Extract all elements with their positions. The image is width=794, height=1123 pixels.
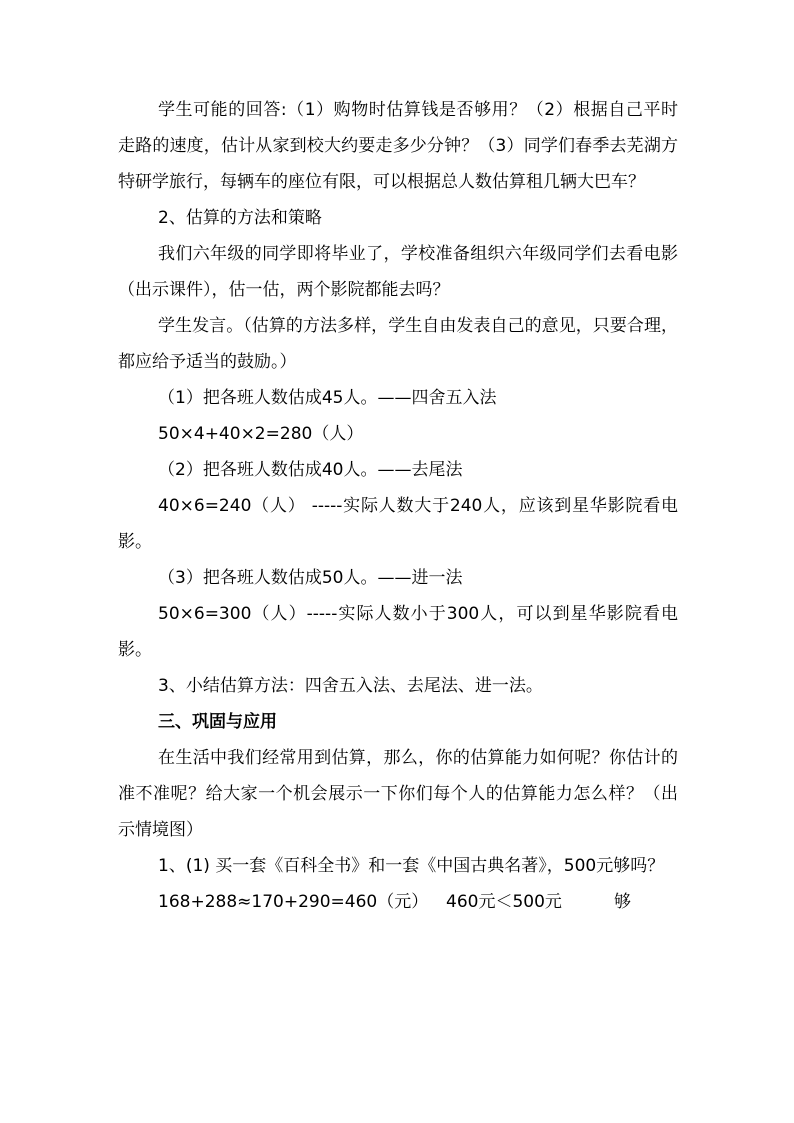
paragraph-student-discussion: 学生发言。（估算的方法多样，学生自由发表自己的意见，只要合理，都应给予适当的鼓励。） bbox=[118, 316, 678, 372]
calculation-truncation: 40×6=240（人） -----实际人数大于240人，应该到星华影院看电影。 bbox=[118, 496, 678, 552]
method-round-up: （3）把各班人数估成50人。——进一法 bbox=[158, 568, 463, 588]
summary-methods: 3、小结估算方法：四舍五入法、去尾法、进一法。 bbox=[158, 676, 543, 696]
document-body bbox=[118, 92, 678, 920]
calculation-book-purchase bbox=[118, 884, 678, 920]
paragraph-movie-scenario: 我们六年级的同学即将毕业了，学校准备组织六年级同学们去看电影（出示课件），估一估，两个影院都能去吗？ bbox=[118, 244, 678, 300]
paragraph-student-answers: 学生可能的回答:（1）购物时估算钱是否够用？（2）根据自己平时走路的速度，估计从家到校大约要走多少分钟？（3）同学们春季去芜湖方特研学旅行，每辆车的座位有限，可以根据总人数估算租几辆大巴车？ bbox=[118, 100, 678, 192]
calculation-rounding: 50×4+40×2=280（人） bbox=[158, 424, 364, 444]
question-book-purchase: 1、(1) 买一套《百科全书》和一套《中国古典名著》，500元够吗？ bbox=[158, 856, 665, 876]
paragraph-application-intro: 在生活中我们经常用到估算，那么，你的估算能力如何呢？你估计的准不准呢？给大家一个机会展示一下你们每个人的估算能力怎么样？（出示情境图） bbox=[118, 748, 678, 840]
section-heading: 三、巩固与应用 bbox=[158, 712, 277, 732]
calculation-comparison: 460元＜500元 bbox=[446, 892, 562, 912]
subheading-estimation-methods: 2、估算的方法和策略 bbox=[158, 208, 322, 228]
method-rounding: （1）把各班人数估成45人。——四舍五入法 bbox=[158, 388, 497, 408]
calculation-round-up: 50×6=300（人）-----实际人数小于300人，可以到星华影院看电影。 bbox=[118, 604, 678, 660]
method-truncation: （2）把各班人数估成40人。——去尾法 bbox=[158, 460, 463, 480]
calculation-expression: 168+288≈170+290=460（元） bbox=[158, 892, 429, 912]
calculation-answer: 够 bbox=[614, 892, 631, 912]
